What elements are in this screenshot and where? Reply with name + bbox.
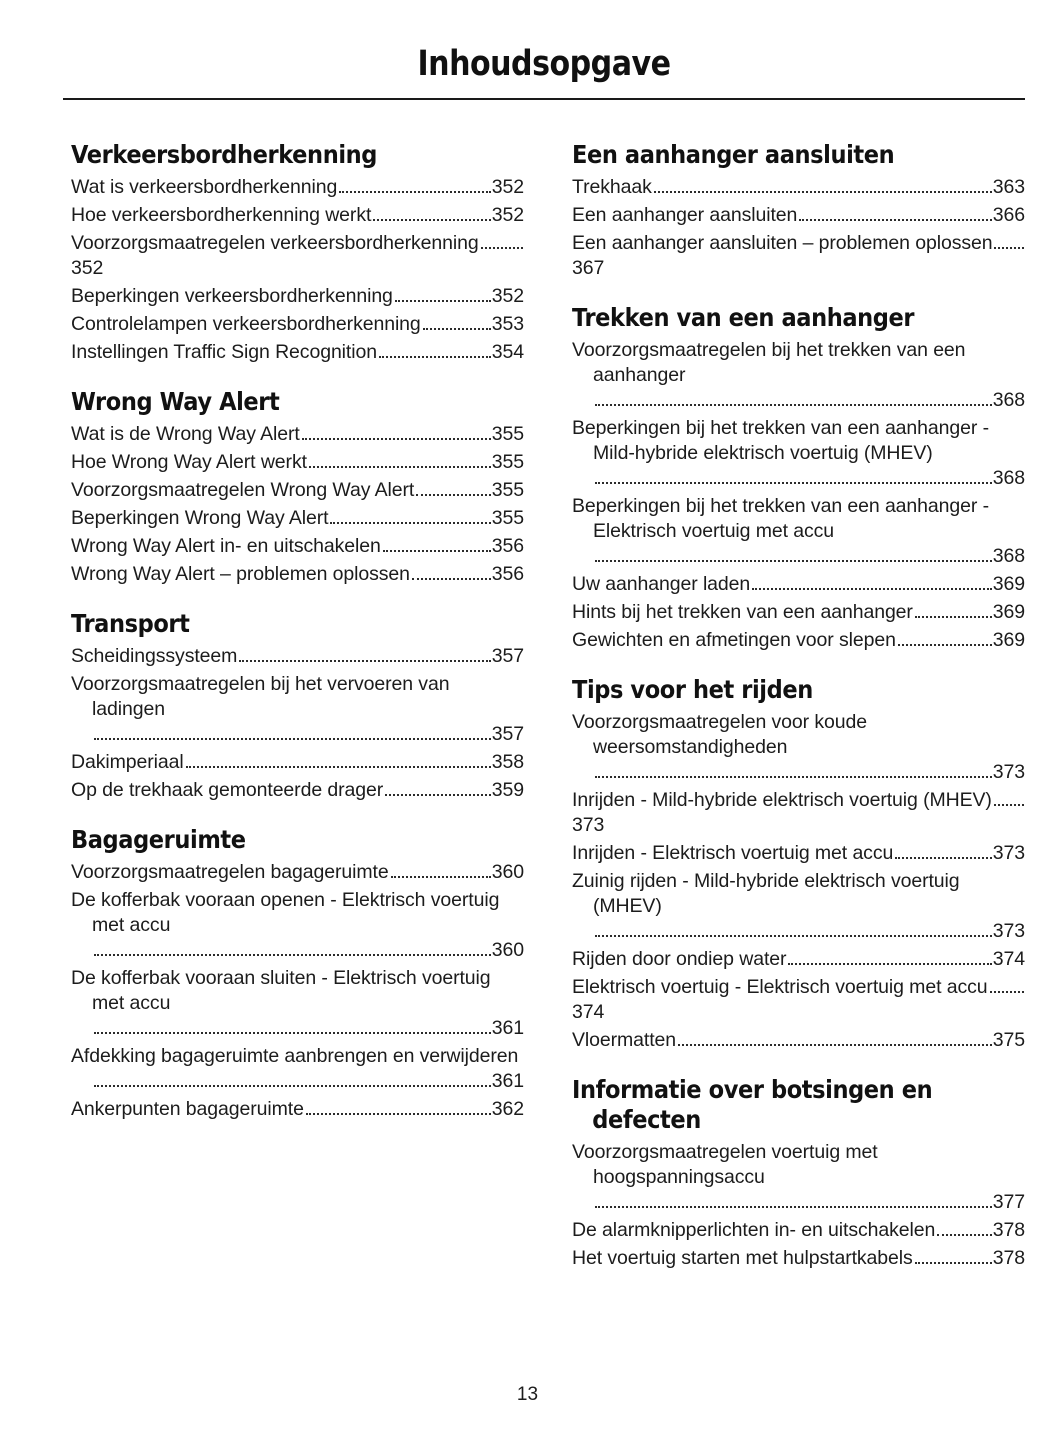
dot-leader [302,422,491,447]
toc-entry[interactable] [572,1028,1025,1053]
toc-entry-page: 378 [992,1247,1025,1269]
dot-leader [73,938,491,963]
toc-entry-label: De kofferbak vooraan sluiten - Elektrisch voertuig met accu [71,967,491,1014]
toc-entry-label: Beperkingen bij het trekken van een aanhanger - Mild-hybride elektrisch voertuig (MHEV) [572,417,990,464]
toc-entry-label: Hints bij het trekken van een aanhanger [572,601,913,623]
toc-entry[interactable] [572,1140,1025,1215]
toc-entry-label: Gewichten en afmetingen voor slepen [572,629,896,651]
toc-entry[interactable] [71,450,524,475]
toc-entry[interactable] [572,338,1025,413]
toc-entry-label: Controlelampen verkeersbordherkenning [71,313,421,335]
toc-section [71,140,524,365]
dot-leader [654,175,992,200]
toc-entry-page: 355 [491,451,524,473]
toc-entry-label: Scheidingssysteem [71,645,238,667]
toc-entry-label: Wat is de Wrong Way Alert [71,423,300,445]
toc-entry-label: Inrijden - Mild-hybride elektrisch voertuig (MHEV) [572,789,992,811]
toc-entry-page: 354 [491,341,524,363]
toc-entry-page: 369 [992,629,1025,651]
toc-entry[interactable] [71,312,524,337]
page-title: Inhoudsopgave [417,44,671,84]
toc-entry-page: 377 [992,1191,1025,1213]
toc-entry-page: 369 [992,573,1025,595]
toc-entry-label: Vloermatten [572,1029,677,1051]
header-divider [63,98,1025,100]
dot-leader [574,760,992,785]
toc-entry-page: 373 [992,842,1025,864]
dot-leader [994,231,1024,256]
dot-leader [915,600,992,625]
dot-leader [994,788,1024,813]
toc-entry[interactable] [71,750,524,775]
toc-entry-label: Wrong Way Alert – problemen oplossen [71,563,410,585]
dot-leader [574,388,992,413]
toc-entry-page: 352 [491,176,524,198]
dot-leader [574,466,992,491]
toc-entry-label: Hoe Wrong Way Alert werkt [71,451,307,473]
toc-entry-page: 361 [491,1070,524,1092]
section-heading: Informatie over botsingen en defecten [572,1075,933,1134]
toc-entry-label: Voorzorgsmaatregelen verkeersbordherkenning [71,232,479,254]
toc-entry-page: 369 [992,601,1025,623]
toc-entry[interactable] [71,231,524,281]
dot-leader [395,284,491,309]
toc-entry-label: Voorzorgsmaatregelen voertuig met hoogspanningsaccu [572,1141,878,1188]
dot-leader [306,1097,491,1122]
toc-entry-page: 373 [572,814,605,836]
toc-entry-page: 360 [491,861,524,883]
toc-entry-label: Het voertuig starten met hulpstartkabels [572,1247,913,1269]
toc-entry[interactable] [71,175,524,200]
toc-entry-label: Afdekking bagageruimte aanbrengen en verwijderen [71,1045,519,1067]
section-heading: Een aanhanger aansluiten [572,140,895,169]
toc-section [572,1075,1025,1271]
toc-entry-label: Wat is verkeersbordherkenning [71,176,338,198]
dot-leader [423,312,491,337]
toc-entry-page: 361 [491,1017,524,1039]
toc-entry[interactable] [71,888,524,963]
toc-entry-label: Beperkingen Wrong Way Alert [71,507,329,529]
toc-entry-page: 356 [491,563,524,585]
toc-entry-page: 355 [491,479,524,501]
dot-leader [73,722,491,747]
toc-entry-page: 355 [491,423,524,445]
toc-entry[interactable] [71,778,524,803]
toc-entry-page: 359 [491,779,524,801]
toc-entry-page: 368 [992,545,1025,567]
toc-entry[interactable] [572,175,1025,200]
toc-columns [71,140,1025,1274]
toc-entry[interactable] [572,869,1025,944]
toc-entry-page: 368 [992,389,1025,411]
dot-leader [895,841,992,866]
toc-entry-page: 374 [992,948,1025,970]
toc-entry-page: 373 [992,920,1025,942]
dot-leader [239,644,490,669]
dot-leader [391,860,491,885]
toc-entry-page: 366 [992,204,1025,226]
toc-entry[interactable] [572,947,1025,972]
toc-entry-label: Op de trekhaak gemonteerde drager [71,779,384,801]
toc-entry[interactable] [71,478,524,503]
toc-entry[interactable] [572,416,1025,491]
dot-leader [574,919,992,944]
toc-entry[interactable] [71,672,524,747]
dot-leader [990,975,1025,1000]
toc-entry-label: Hoe verkeersbordherkenning werkt [71,204,372,226]
toc-entry-page: 360 [491,939,524,961]
toc-entry-label: Inrijden - Elektrisch voertuig met accu [572,842,894,864]
dot-leader [373,203,490,228]
toc-entry[interactable] [71,644,524,669]
toc-entry[interactable] [572,628,1025,653]
section-heading: Tips voor het rijden [572,675,813,704]
toc-entry[interactable] [572,710,1025,785]
dot-leader [937,1218,992,1243]
toc-entry[interactable] [572,203,1025,228]
toc-entry-page: 363 [992,176,1025,198]
dot-leader [412,562,491,587]
toc-entry[interactable] [572,788,1025,838]
toc-entry-label: Voorzorgsmaatregelen bij het trekken van een aanhanger [572,339,966,386]
toc-entry-page: 352 [491,204,524,226]
section-heading: Trekken van een aanhanger [572,303,915,332]
toc-entry-page: 368 [992,467,1025,489]
dot-leader [379,340,491,365]
toc-entry-page: 357 [491,645,524,667]
toc-entry-page: 353 [491,313,524,335]
toc-entry[interactable] [71,506,524,531]
toc-entry-page: 367 [572,257,605,279]
toc-entry-label: Een aanhanger aansluiten [572,204,798,226]
toc-entry-label: Voorzorgsmaatregelen voor koude weersomstandigheden [572,711,867,758]
dot-leader [416,478,491,503]
toc-entry[interactable] [71,203,524,228]
toc-entry-label: Uw aanhanger laden [572,573,751,595]
toc-entry[interactable] [71,422,524,447]
toc-entry-page: 352 [71,257,104,279]
dot-leader [339,175,490,200]
toc-entry-label: Voorzorgsmaatregelen bagageruimte [71,861,389,883]
toc-entry[interactable] [71,284,524,309]
section-heading: Verkeersbordherkenning [71,140,378,169]
toc-entry[interactable] [572,975,1025,1025]
toc-entry-page: 362 [491,1098,524,1120]
toc-entry[interactable] [71,562,524,587]
toc-entry[interactable] [71,340,524,365]
toc-entry[interactable] [71,860,524,885]
dot-leader [574,544,992,569]
toc-entry[interactable] [71,1044,524,1094]
toc-entry-label: Beperkingen verkeersbordherkenning [71,285,393,307]
toc-entry-label: Beperkingen bij het trekken van een aanhanger - Elektrisch voertuig met accu [572,495,990,542]
toc-entry-label: Rijden door ondiep water [572,948,787,970]
toc-entry-label: Een aanhanger aansluiten – problemen oplossen [572,232,993,254]
dot-leader [799,203,991,228]
toc-entry-page: 356 [491,535,524,557]
dot-leader [481,231,523,256]
dot-leader [574,1190,992,1215]
toc-entry-label: De kofferbak vooraan openen - Elektrisch voertuig met accu [71,889,500,936]
dot-leader [788,947,991,972]
toc-entry[interactable] [572,1218,1025,1243]
toc-entry-page: 378 [992,1219,1025,1241]
dot-leader [752,572,992,597]
toc-entry-page: 358 [491,751,524,773]
section-heading: Bagageruimte [71,825,246,854]
toc-section [572,675,1025,1053]
toc-entry-page: 355 [491,507,524,529]
dot-leader [385,778,491,803]
toc-entry[interactable] [572,600,1025,625]
toc-entry[interactable] [572,1246,1025,1271]
toc-entry[interactable] [71,966,524,1041]
toc-column-right [572,140,1025,1274]
dot-leader [678,1028,992,1053]
dot-leader [898,628,992,653]
dot-leader [330,506,490,531]
page-number: 13 [516,1384,539,1405]
toc-section [572,140,1025,281]
toc-entry-label: Trekhaak [572,176,652,198]
toc-entry-page: 352 [491,285,524,307]
section-heading: Wrong Way Alert [71,387,280,416]
toc-entry-label: De alarmknipperlichten in- en uitschakelen [572,1219,936,1241]
dot-leader [73,1016,491,1041]
toc-section [71,825,524,1122]
section-heading: Transport [71,609,190,638]
toc-entry-page: 373 [992,761,1025,783]
toc-section [71,609,524,803]
dot-leader [383,534,491,559]
toc-entry-page: 374 [572,1001,605,1023]
toc-entry-label: Dakimperiaal [71,751,184,773]
dot-leader [915,1246,992,1271]
toc-entry-label: Instellingen Traffic Sign Recognition [71,341,377,363]
toc-column-left [71,140,524,1274]
toc-entry-label: Wrong Way Alert in- en uitschakelen [71,535,381,557]
toc-entry-label: Ankerpunten bagageruimte [71,1098,304,1120]
dot-leader [309,450,491,475]
toc-entry[interactable] [71,1097,524,1122]
toc-entry-page: 357 [491,723,524,745]
toc-entry-page: 375 [992,1029,1025,1051]
toc-entry-label: Voorzorgsmaatregelen Wrong Way Alert [71,479,415,501]
toc-entry[interactable] [572,231,1025,281]
toc-entry-label: Zuinig rijden - Mild-hybride elektrisch voertuig (MHEV) [572,870,960,917]
dot-leader [186,750,491,775]
toc-section [71,387,524,587]
toc-entry[interactable] [572,841,1025,866]
toc-entry[interactable] [71,534,524,559]
toc-entry-label: Elektrisch voertuig - Elektrisch voertuig met accu [572,976,988,998]
toc-section [572,303,1025,653]
toc-entry[interactable] [572,572,1025,597]
toc-entry-label: Voorzorgsmaatregelen bij het vervoeren van ladingen [71,673,450,720]
toc-entry[interactable] [572,494,1025,569]
dot-leader [73,1069,491,1094]
